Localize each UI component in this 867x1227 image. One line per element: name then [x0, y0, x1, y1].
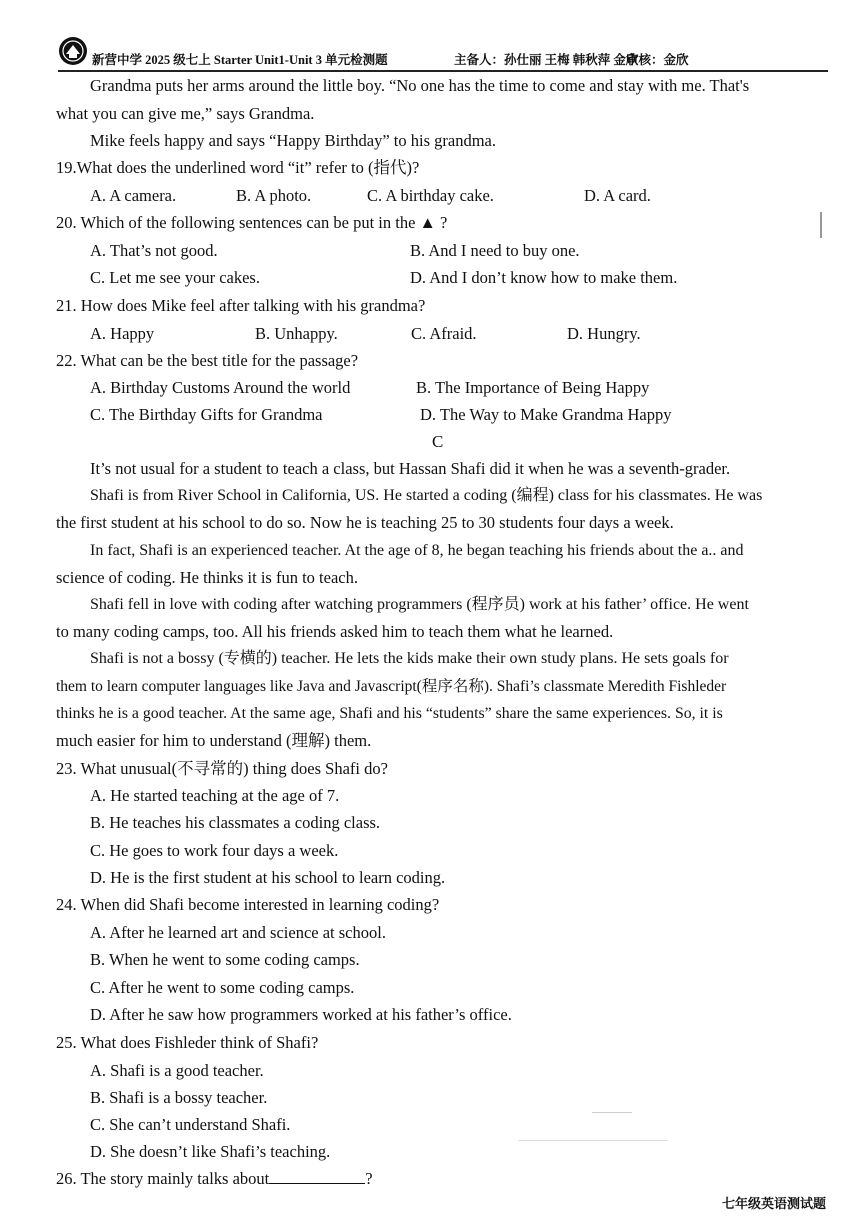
- option-21b[interactable]: B. Unhappy.: [255, 324, 338, 343]
- exam-title: 新营中学 2025 级七上 Starter Unit1-Unit 3 单元检测题: [92, 53, 388, 67]
- answer-blank[interactable]: [269, 1169, 365, 1184]
- option-24c[interactable]: C. After he went to some coding camps.: [90, 978, 355, 997]
- page-header: [58, 36, 828, 68]
- option-24b[interactable]: B. When he went to some coding camps.: [90, 950, 360, 969]
- question-23: 23. What unusual(不寻常的) thing does Shafi do?: [56, 759, 388, 778]
- option-25a[interactable]: A. Shafi is a good teacher.: [90, 1061, 264, 1080]
- passage-line: science of coding. He thinks it is fun to teach.: [56, 568, 358, 587]
- question-20: 20. Which of the following sentences can be put in the ▲ ?: [56, 213, 448, 232]
- option-20d[interactable]: D. And I don’t know how to make them.: [410, 268, 678, 287]
- passage-line: Shafi is from River School in California, US. He started a coding (编程) class for his classmates. He was: [90, 487, 763, 504]
- option-21c[interactable]: C. Afraid.: [411, 324, 477, 343]
- passage-line: what you can give me,” says Grandma.: [56, 104, 315, 123]
- option-23c[interactable]: C. He goes to work four days a week.: [90, 841, 339, 860]
- option-25d[interactable]: D. She doesn’t like Shafi’s teaching.: [90, 1142, 331, 1161]
- option-22b[interactable]: B. The Importance of Being Happy: [416, 378, 650, 397]
- passage-line: In fact, Shafi is an experienced teacher. At the age of 8, he began teaching his friends about the a.. and: [90, 542, 744, 559]
- page-footer: 七年级英语测试题: [722, 1197, 827, 1212]
- option-23a[interactable]: A. He started teaching at the age of 7.: [90, 786, 340, 805]
- option-24d[interactable]: D. After he saw how programmers worked at his father’s office.: [90, 1005, 512, 1024]
- passage-line: the first student at his school to do so. Now he is teaching 25 to 30 students four days a week.: [56, 513, 674, 532]
- question-26-end: ?: [365, 1169, 373, 1188]
- question-19: 19.What does the underlined word “it” refer to (指代)?: [56, 158, 420, 177]
- school-logo-icon: [58, 36, 88, 66]
- question-25: 25. What does Fishleder think of Shafi?: [56, 1033, 319, 1052]
- passage-line: to many coding camps, too. All his friends asked him to teach them what he learned.: [56, 622, 614, 641]
- option-19c[interactable]: C. A birthday cake.: [367, 186, 494, 205]
- passage-line: Grandma puts her arms around the little boy. “No one has the time to come and stay with me. That's: [90, 76, 750, 95]
- passage-line: Shafi is not a bossy (专横的) teacher. He lets the kids make their own study plans. He sets goals for: [90, 650, 729, 667]
- passage-line: them to learn computer languages like Java and Javascript(程序名称). Shafi’s classmate Meredith Fishleder: [56, 678, 727, 695]
- passage-line: thinks he is a good teacher. At the same age, Shafi and his “students” share the same experiences. So, it is: [56, 705, 723, 722]
- option-23d[interactable]: D. He is the first student at his school to learn coding.: [90, 868, 446, 887]
- passage-line: Shafi fell in love with coding after watching programmers (程序员) work at his father’ office. He went: [90, 596, 749, 613]
- question-26-stem: 26. The story mainly talks about: [56, 1169, 270, 1188]
- option-22a[interactable]: A. Birthday Customs Around the world: [90, 378, 351, 397]
- preparers: 主备人：孙仕丽 王梅 韩秋萍 金欣: [454, 53, 639, 67]
- option-22c[interactable]: C. The Birthday Gifts for Grandma: [90, 405, 323, 424]
- passage-line: Mike feels happy and says “Happy Birthday” to his grandma.: [90, 131, 496, 150]
- option-21d[interactable]: D. Hungry.: [567, 324, 641, 343]
- reviewer: 审核：金欣: [626, 53, 689, 67]
- option-22d[interactable]: D. The Way to Make Grandma Happy: [420, 405, 672, 424]
- section-c-label: C: [432, 432, 444, 451]
- option-19a[interactable]: A. A camera.: [90, 186, 177, 205]
- scan-mark: [820, 212, 822, 238]
- option-20a[interactable]: A. That’s not good.: [90, 241, 218, 260]
- option-24a[interactable]: A. After he learned art and science at school.: [90, 923, 386, 942]
- option-21a[interactable]: A. Happy: [90, 324, 155, 343]
- option-19d[interactable]: D. A card.: [584, 186, 651, 205]
- passage-line: much easier for him to understand (理解) them.: [56, 731, 372, 750]
- option-25c[interactable]: C. She can’t understand Shafi.: [90, 1115, 291, 1134]
- passage-line: It’s not usual for a student to teach a class, but Hassan Shafi did it when he was a seventh-grader.: [90, 459, 731, 478]
- scan-mark: [518, 1140, 668, 1141]
- header-divider: [58, 70, 828, 72]
- option-23b[interactable]: B. He teaches his classmates a coding class.: [90, 813, 381, 832]
- option-25b[interactable]: B. Shafi is a bossy teacher.: [90, 1088, 268, 1107]
- question-26: [56, 1169, 373, 1189]
- question-22: 22. What can be the best title for the passage?: [56, 351, 359, 370]
- option-20b[interactable]: B. And I need to buy one.: [410, 241, 580, 260]
- option-19b[interactable]: B. A photo.: [236, 186, 312, 205]
- question-21: 21. How does Mike feel after talking with his grandma?: [56, 296, 426, 315]
- question-24: 24. When did Shafi become interested in learning coding?: [56, 895, 440, 914]
- scan-mark: [592, 1112, 632, 1113]
- option-20c[interactable]: C. Let me see your cakes.: [90, 268, 260, 287]
